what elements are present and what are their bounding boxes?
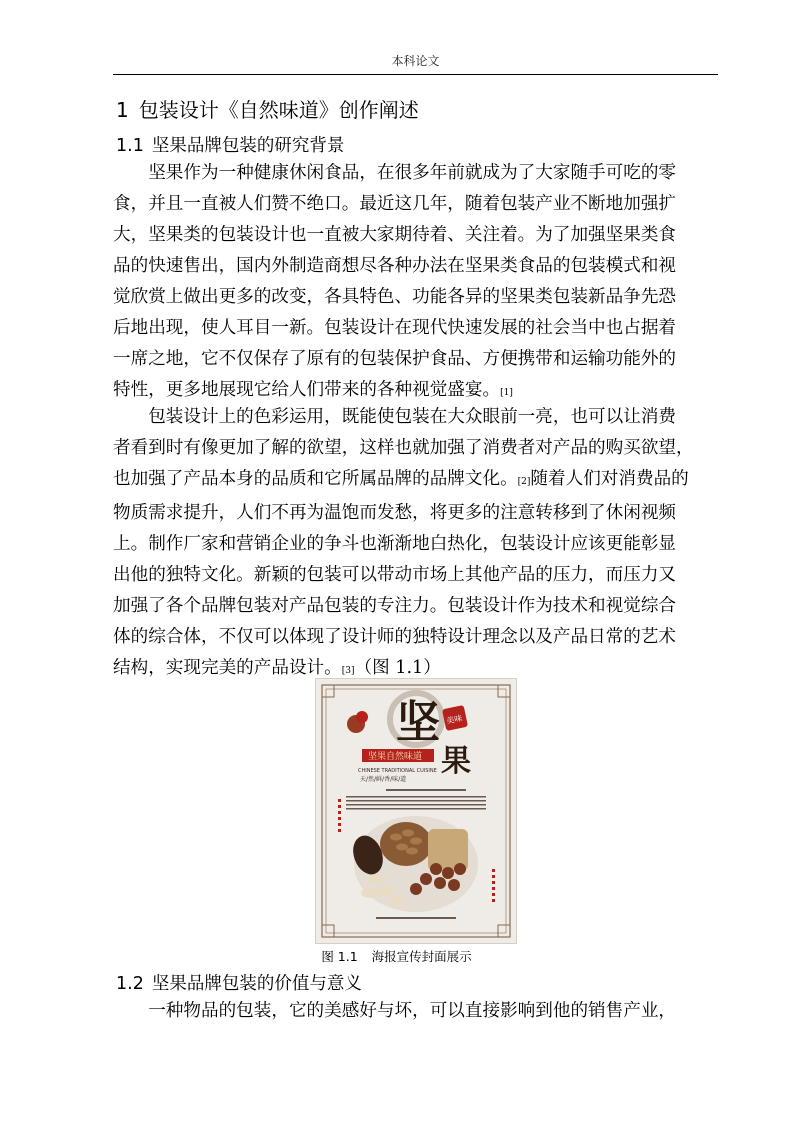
citation-3: [3] xyxy=(341,666,355,676)
section-1-heading xyxy=(116,94,419,123)
poster-banner-text: 坚果自然味道 xyxy=(368,752,423,762)
figure-caption xyxy=(0,947,793,965)
p2-line-8: 体的综合体，不仅可以体现了设计师的独特设计理念以及产品日常的艺术 xyxy=(113,627,677,647)
paragraph-3 xyxy=(113,996,718,1027)
p2-line-9a: 结构，实现完美的产品设计。 xyxy=(113,658,342,678)
section-1-1-title: 坚果品牌包装的研究背景 xyxy=(151,136,345,156)
p2-line-2: 者看到时有像更加了解的欲望，这样也就加强了消费者对产品的购买欲望， xyxy=(113,438,694,458)
p2-line-9b: （图 1.1） xyxy=(354,658,441,678)
corner-tr xyxy=(498,685,510,697)
corner-bl xyxy=(322,925,334,937)
p1-line-6: 后地出现，使人耳目一新。包装设计在现代快速发展的社会当中也占据着 xyxy=(113,318,677,338)
p2-line-3b: 随着人们对消费品的 xyxy=(530,469,689,489)
p1-line-4: 品的快速售出，国内外制造商想尽各种办法在坚果类食品的包装模式和视 xyxy=(113,256,677,276)
p1-line-5: 觉欣赏上做出更多的改变，各具特色、功能各异的坚果类包装新品争先恐 xyxy=(113,287,677,307)
poster-side-text-left xyxy=(338,799,341,832)
p2-line-5: 上。制作厂家和营销企业的争斗也渐渐地白热化，包装设计应该更能彰显 xyxy=(113,534,677,554)
p3-line-1: 一种物品的包装，它的美感好与坏，可以直接影响到他的销售产业， xyxy=(148,1001,677,1021)
section-1-2-heading xyxy=(116,970,362,995)
corner-br xyxy=(498,925,510,937)
poster-side-text-right xyxy=(492,869,495,902)
section-1-1-number: 1.1 xyxy=(116,136,144,156)
berry-decoration xyxy=(356,711,368,723)
header-text: 本科论文 xyxy=(391,54,440,68)
p2-line-1: 包装设计上的色彩运用，既能使包装在大众眼前一亮，也可以让消费 xyxy=(148,407,677,427)
p1-line-7: 一席之地，它不仅保存了原有的包装保护食品、方便携带和运输功能外的 xyxy=(113,349,677,369)
p2-line-7: 加强了各个品牌包装对产品包装的专注力。包装设计作为技术和视觉综合 xyxy=(113,596,677,616)
citation-2: [2] xyxy=(517,477,531,487)
poster-bottom-text xyxy=(376,917,456,919)
p1-line-2: 食，并且一直被人们赞不绝口。最近这几年，随着包装产业不断地加强扩 xyxy=(113,194,677,214)
paragraph-2 xyxy=(113,402,718,687)
p1-line-8-text: 特性，更多地展现它给人们带来的各种视觉盛宴。 xyxy=(113,380,501,400)
citation-1: [1] xyxy=(500,388,513,398)
p1-line-1: 坚果作为一种健康休闲食品，在很多年前就成为了大家随手可吃的零 xyxy=(148,163,677,183)
poster-big-char-2: 果 xyxy=(441,744,471,779)
figure-caption-text: 海报宣传封面展示 xyxy=(371,949,472,964)
section-1-number: 1 xyxy=(116,98,129,122)
section-1-1-heading xyxy=(116,132,344,157)
page-header xyxy=(113,44,718,75)
poster-big-char-1: 坚 xyxy=(396,697,440,748)
corner-tl xyxy=(322,685,334,697)
section-1-title: 包装设计《自然味道》创作阐述 xyxy=(138,98,419,122)
p2-line-4: 物质需求提升，人们不再为温饱而发愁，将更多的注意转移到了休闲视频 xyxy=(113,503,677,523)
figure-poster xyxy=(315,678,517,944)
poster-seal-text: 美味 xyxy=(445,713,464,726)
paragraph-1 xyxy=(113,158,718,409)
poster-nut-bowl-back xyxy=(380,822,432,866)
figure-caption-label: 图 1.1 xyxy=(321,949,358,964)
poster-illustration xyxy=(316,679,516,943)
poster-small-text xyxy=(346,789,486,810)
p2-line-3a: 也加强了产品本身的品质和它所属品牌的品牌文化。 xyxy=(113,469,518,489)
p2-line-3 xyxy=(113,464,718,498)
p2-line-6: 出他的独特文化。新颖的包装可以带动市场上其他产品的压力，而压力又 xyxy=(113,565,677,585)
p1-line-3: 大，坚果类的包装设计也一直被大家期待着、关注着。为了加强坚果类食 xyxy=(113,225,677,245)
poster-english: CHINESE TRADITIONAL CUISINE xyxy=(358,768,437,774)
section-1-2-number: 1.2 xyxy=(116,974,144,994)
poster-subtext: 天/然/鲜/香/味/道 xyxy=(360,776,407,783)
section-1-2-title: 坚果品牌包装的价值与意义 xyxy=(151,974,362,994)
